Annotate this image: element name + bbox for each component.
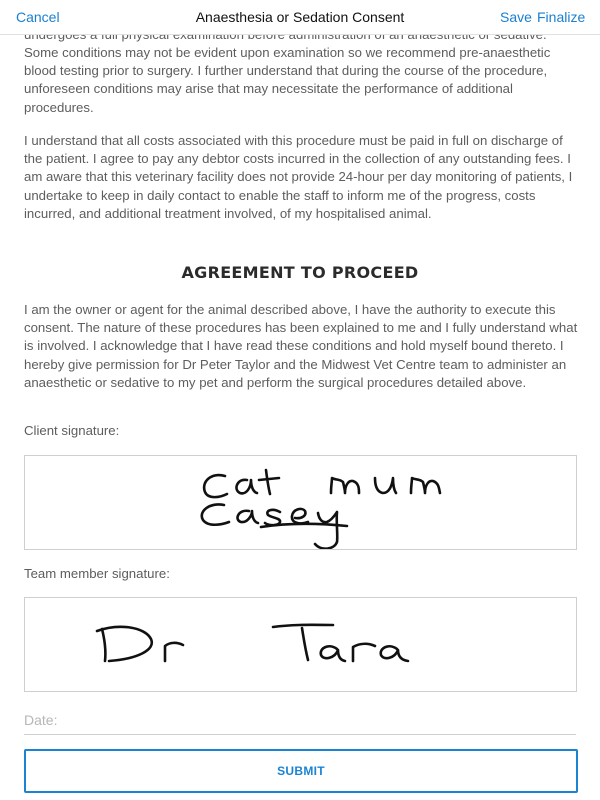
date-field[interactable] [24,708,576,735]
page-title: Anaesthesia or Sedation Consent [195,9,405,25]
date-placeholder: Date: [24,712,58,728]
section-heading: AGREEMENT TO PROCEED [181,263,419,282]
team-signature-label: Team member signature: [24,566,170,581]
client-signature-pad[interactable] [24,455,577,550]
cancel-button[interactable]: Cancel [16,9,60,25]
team-signature-drawing [25,598,576,691]
agreement-paragraph: I am the owner or agent for the animal described above, I have the authority to execute this consent. The nature of these procedures has been explained to me and I fully understand what is involved. I acknowledge that I have read these conditions and hold myself bound thereto. I hereby give permission for Dr Peter Taylor and the Midwest Vet Centre team to administer an anaesthetic or sedative to my pet and perform the surgical procedures detailed above. [24,302,578,390]
client-signature-label: Client signature: [24,423,120,438]
conditions-paragraph: Some conditions may not be evident upon examination so we recommend pre-anaesthetic blood testing prior to surgery. I further understand that during the course of the procedure, unforeseen conditions may arise that may necessitate the performance of additional procedures. [24,45,551,115]
submit-button[interactable]: SUBMIT [24,749,578,793]
team-signature-pad[interactable] [24,597,577,692]
navigation-bar [0,0,600,35]
costs-paragraph: I understand that all costs associated with this procedure must be paid in full on discharge of the patient. I agree to pay any debtor costs incurred in the collection of any outstanding fees. I am aware that this veterinary facility does not provide 24-hour per day monitoring of patients, I undertake to keep in daily contact to enable the staff to inform me of the progress, costs incurred, and additional treatment involved, of my hospitalised animal. [24,133,573,221]
save-button[interactable]: Save [500,9,532,25]
client-signature-drawing [25,456,576,549]
finalize-button[interactable]: Finalize [537,9,586,25]
